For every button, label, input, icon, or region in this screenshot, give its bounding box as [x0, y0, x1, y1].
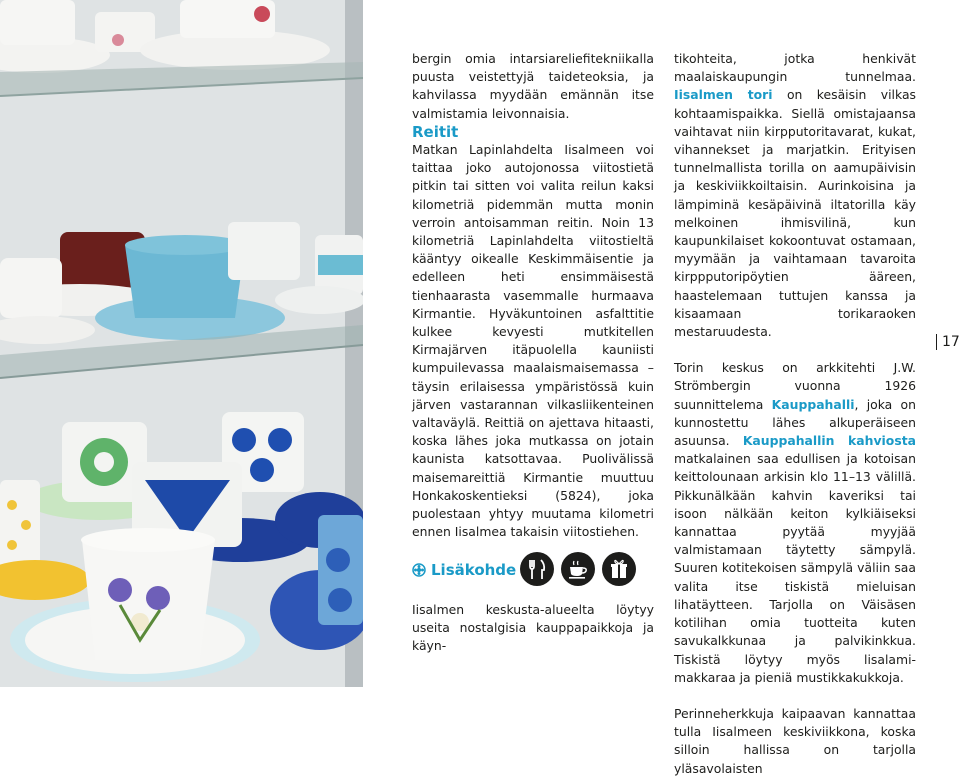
tori-highlight: Iisalmen tori — [674, 87, 773, 103]
paragraph-gap — [674, 687, 916, 705]
text-column-left — [412, 50, 654, 541]
tori-text-a: tikohteita, jotka henkivät maalaiskaupungin tunnelmaa. — [674, 51, 916, 85]
perinneherkut-paragraph: Perinneherkkuja kaipaavan kannattaa tulla Iisalmeen keskiviikkona, koska silloin hallissa on tarjolla yläsavolaisten — [674, 705, 916, 776]
knife-fork-icon — [520, 552, 554, 586]
lisakohde-heading-row — [412, 552, 654, 590]
kauppahalli-text-e: matkalainen saa edullisen ja kotoisan keittolounaan arkisin klo 11–13 välillä. Pikkunälkään kahvin kaveriksi tai isoon nälkään keiton kylkiäiseksi kannattaa pyytää myyjää valmistamaan täytetty sämpylä. Suuren kotitekoisen sämpylä väliin saa valita itse tiskistä mieluisan lihatäytteen. Tarjolla on Väisäsen kotilihan omia tuotteita kuten savukalkkunaa ja palvikinkkua. Tiskistä löytyy myös lisalami-makkaraa ja pieniä mustikkakukkoja. — [674, 451, 916, 685]
coffee-cup-icon — [561, 552, 595, 586]
tori-paragraph — [674, 50, 916, 341]
kauppahalli-paragraph — [674, 359, 916, 687]
kauppahalli-highlight: Kauppahalli — [771, 396, 855, 412]
paragraph-gap — [674, 341, 916, 359]
lisakohde-paragraph: Iisalmen keskusta-alueelta löytyy useita nostalgisia kauppapaikkoja ja käyn- — [412, 602, 654, 654]
cups-photo — [0, 0, 363, 687]
flower-icon — [412, 563, 426, 577]
cups-illustration — [0, 0, 363, 687]
reitit-paragraph: Matkan Lapinlahdelta Iisalmeen voi taittaa joko autojonossa viitostietä pitkin tai sitten voi valita reilun kaksi kilometriä pidemmän mutta monin verroin antoisamman reitin. Noin 13 kilometriä Lapinlahdelta viitostieltä kääntyy oikealle Keskimmäisentie ja edelleen heti ensimmäisestä tienhaarasta vasemmalle hurmaava Kirmantie. Hyväkuntoinen asfalttitie kulkee kevyesti mutkitellen Kirmajärven itäpuolella kauniisti kumpuilevassa maalaismaisemassa – täysin erilaisessa ympäristössä kuin järven vastarannan vilkasliikenteinen valtaväylä. Reittiä on ajettava hitaasti, koska lähes joka mutkassa on jotain kaunista katsottavaa. Puolivälissä maisemareittiä Kirmantie muuttuu Honkakoskentieksi (5824), joka puolestaan yhtyy muutama kilometri ennen Iisalmea takaisin viitostiehen. — [412, 142, 654, 540]
page-number: 17 — [936, 334, 960, 350]
lisakohde-text-block — [412, 601, 654, 656]
text-column-right — [674, 50, 916, 778]
gift-box-icon — [602, 552, 636, 586]
kauppahalli-text-c: , joka on kunnostettu lähes alkuperäiseen asuunsa. — [674, 396, 916, 449]
lisakohde-title — [412, 561, 516, 579]
tori-text-c: on kesäisin vilkas kohtaamispaikka. Siellä omistajaansa vaihtavat niin kirpputoritavarat, kukat, vihannekset ja marjatkin. Erityisen tunnelmallista torilla on aamupäivisin ja keskiviikkoiltaisin. Aurinkoisina ja lämpiminä kesäpäivinä iltatorilla käy melkoinen ihmisvilinä, kun kaupunkilaiset kokoontuvat ostamaan, myymään ja vaihtamaan tavaroita kirppputoripöytien ääreen, haastelemaan tuttujen kanssa ja kisaamaan torikaraoken mestaruudesta. — [674, 87, 916, 340]
section-heading-lisakohde: Lisäkohde — [431, 561, 517, 579]
intro-paragraph: bergin omia intarsiareliefitekniikalla puusta veistettyjä taideteoksia, ja kahvilassa myydään emännän itse valmistamia leivonnaisia. — [412, 51, 654, 121]
kauppahalli-text-a: Torin keskus on arkkitehti J.W. Strömbergin vuonna 1926 suunnittelema — [674, 360, 916, 412]
kahvio-highlight: Kauppahallin kahviosta — [742, 433, 916, 449]
section-heading-reitit: Reitit — [412, 122, 459, 141]
